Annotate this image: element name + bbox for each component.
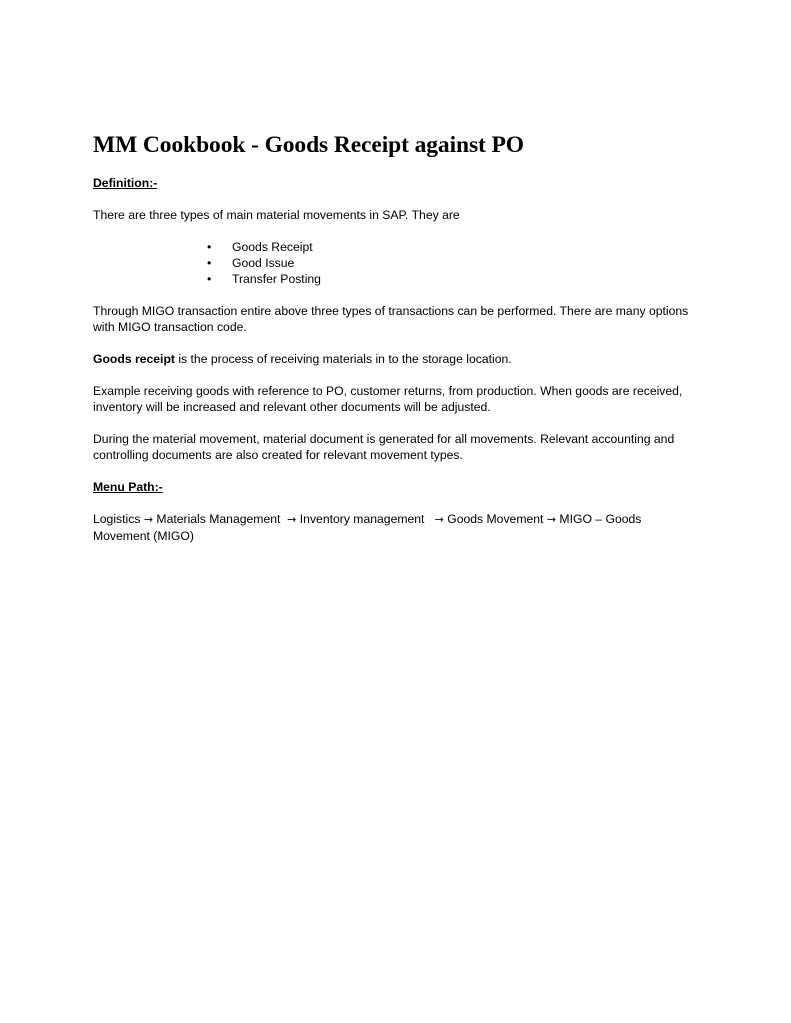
arrow-right-icon: → bbox=[434, 513, 444, 526]
list-item: • Goods Receipt bbox=[207, 239, 693, 255]
migo-paragraph: Through MIGO transaction entire above three types of transactions can be performed. There are many options with MIGO transaction code. bbox=[93, 304, 689, 334]
menu-path-heading: Menu Path:- bbox=[93, 480, 163, 494]
menu-path-step: Materials Management bbox=[156, 512, 281, 526]
list-item: • Good Issue bbox=[207, 255, 693, 271]
bullet-icon bbox=[207, 255, 232, 271]
arrow-right-icon: → bbox=[143, 513, 154, 526]
bullet-icon bbox=[207, 239, 232, 255]
goods-receipt-paragraph: Goods receipt is the process of receiving materials in to the storage location. bbox=[93, 352, 512, 366]
page-title: MM Cookbook - Goods Receipt against PO bbox=[93, 132, 524, 158]
arrow-right-icon: → bbox=[287, 513, 297, 526]
arrow-right-icon: → bbox=[546, 513, 557, 526]
bullet-icon bbox=[207, 271, 232, 287]
menu-path-step: Goods Movement bbox=[447, 512, 544, 526]
menu-path bbox=[93, 511, 693, 544]
menu-path-step: MIGO – Goods Movement (MIGO) bbox=[93, 512, 642, 543]
movement-paragraph: During the material movement, material document is generated for all movements. Relevant accounting and controlling documents are also created for relevant movement types. bbox=[93, 432, 675, 462]
menu-path-step: Inventory management bbox=[299, 512, 425, 526]
example-paragraph: Example receiving goods with reference to PO, customer returns, from production. When goods are received, inventory will be increased and relevant other documents will be adjusted. bbox=[93, 384, 683, 414]
goods-receipt-term: Goods receipt bbox=[93, 352, 175, 366]
document-body bbox=[93, 130, 693, 544]
list-item: • Transfer Posting bbox=[207, 271, 693, 287]
intro-paragraph: There are three types of main material movements in SAP. They are bbox=[93, 208, 460, 222]
definition-heading: Definition:- bbox=[93, 176, 158, 190]
menu-path-step: Logistics bbox=[93, 512, 141, 526]
movement-types-list bbox=[93, 239, 693, 287]
